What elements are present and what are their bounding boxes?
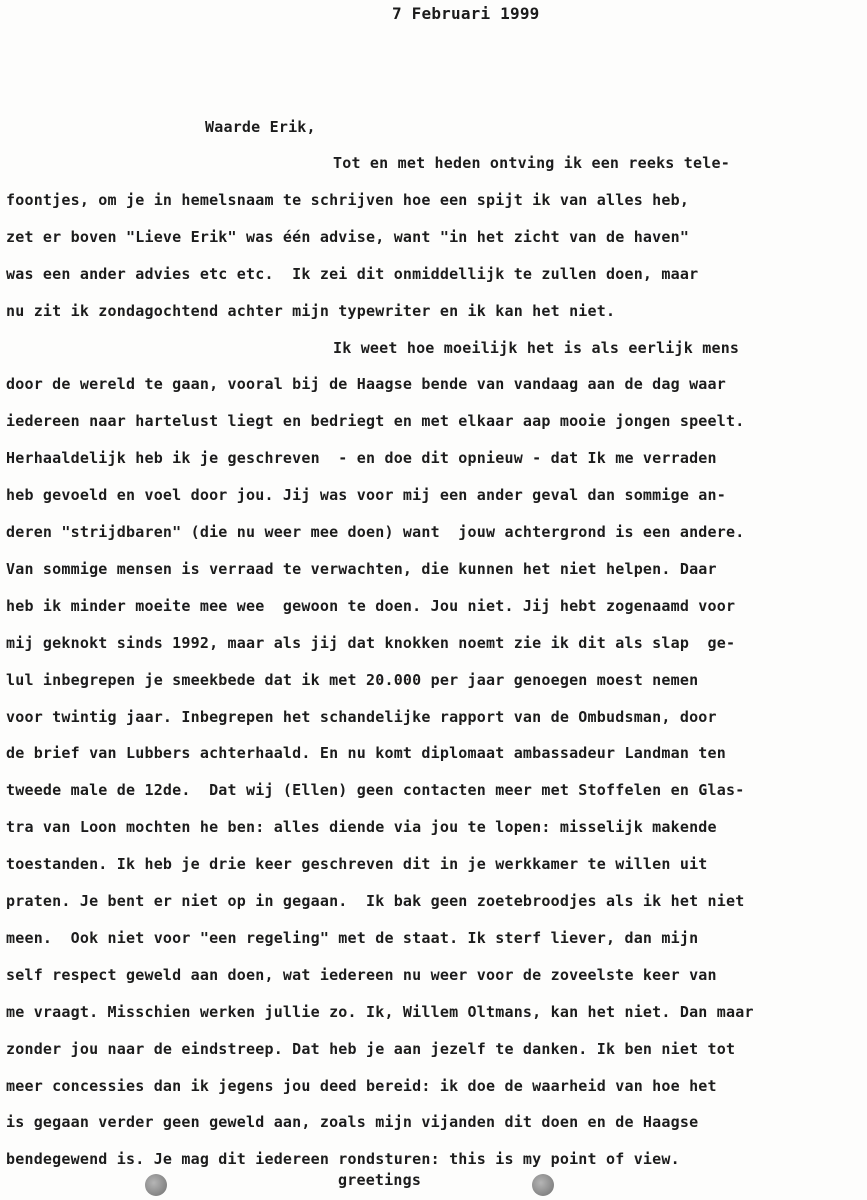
letter-line: tweede male de 12de. Dat wij (Ellen) geen contacten meer met Stoffelen en Glas- — [6, 781, 745, 799]
letter-line: self respect geweld aan doen, wat iedereen nu weer voor de zoveelste keer van — [6, 966, 717, 984]
punch-hole-right — [532, 1174, 554, 1196]
letter-line: lul inbegrepen je smeekbede dat ik met 20.000 per jaar genoegen moest nemen — [6, 671, 699, 689]
letter-line: Herhaaldelijk heb ik je geschreven - en doe dit opnieuw - dat Ik me verraden — [6, 449, 717, 467]
letter-line: zonder jou naar de eindstreep. Dat heb je aan jezelf te danken. Ik ben niet tot — [6, 1040, 736, 1058]
letter-line: deren "strijdbaren" (die nu weer mee doen) want jouw achtergrond is een andere. — [6, 523, 745, 541]
letter-line: praten. Je bent er niet op in gegaan. Ik bak geen zoetebroodjes als ik het niet — [6, 892, 745, 910]
letter-line: iedereen naar hartelust liegt en bedriegt en met elkaar aap mooie jongen speelt. — [6, 412, 745, 430]
letter-line: meer concessies dan ik jegens jou deed bereid: ik doe de waarheid van hoe het — [6, 1077, 717, 1095]
letter-closing: greetings — [338, 1171, 422, 1189]
letter-line: was een ander advies etc etc. Ik zei dit onmiddellijk te zullen doen, maar — [6, 265, 699, 283]
letter-line: toestanden. Ik heb je drie keer geschreven dit in je werkkamer te willen uit — [6, 855, 708, 873]
letter-line: foontjes, om je in hemelsnaam te schrijven hoe een spijt ik van alles heb, — [6, 191, 690, 209]
letter-line: tra van Loon mochten he ben: alles diende via jou te lopen: misselijk makende — [6, 818, 717, 836]
letter-line: me vraagt. Misschien werken jullie zo. Ik, Willem Oltmans, kan het niet. Dan maar — [6, 1003, 754, 1021]
letter-line: nu zit ik zondagochtend achter mijn typewriter en ik kan het niet. — [6, 302, 616, 320]
letter-date: 7 Februari 1999 — [392, 4, 540, 23]
punch-hole-left — [145, 1174, 167, 1196]
letter-line: is gegaan verder geen geweld aan, zoals mijn vijanden dit doen en de Haagse — [6, 1113, 699, 1131]
letter-line: bendegewend is. Je mag dit iedereen rondsturen: this is my point of view. — [6, 1150, 680, 1168]
letter-line: de brief van Lubbers achterhaald. En nu komt diplomaat ambassadeur Landman ten — [6, 744, 726, 762]
letter-line: heb ik minder moeite mee wee gewoon te doen. Jou niet. Jij hebt zogenaamd voor — [6, 597, 736, 615]
letter-line: voor twintig jaar. Inbegrepen het schandelijke rapport van de Ombudsman, door — [6, 708, 717, 726]
letter-line: heb gevoeld en voel door jou. Jij was voor mij een ander geval dan sommige an- — [6, 486, 726, 504]
letter-line: mij geknokt sinds 1992, maar als jij dat knokken noemt zie ik dit als slap ge- — [6, 634, 736, 652]
letter-line: meen. Ook niet voor "een regeling" met de staat. Ik sterf liever, dan mijn — [6, 929, 699, 947]
letter-line: zet er boven "Lieve Erik" was één advise, want "in het zicht van de haven" — [6, 228, 690, 246]
letter-line: Van sommige mensen is verraad te verwachten, die kunnen het niet helpen. Daar — [6, 560, 717, 578]
letter-line: Ik weet hoe moeilijk het is als eerlijk mens — [333, 339, 740, 357]
letter-salutation: Waarde Erik, — [205, 118, 316, 136]
letter-line: Tot en met heden ontving ik een reeks tele- — [333, 154, 730, 172]
letter-line: door de wereld te gaan, vooral bij de Haagse bende van vandaag aan de dag waar — [6, 375, 726, 393]
